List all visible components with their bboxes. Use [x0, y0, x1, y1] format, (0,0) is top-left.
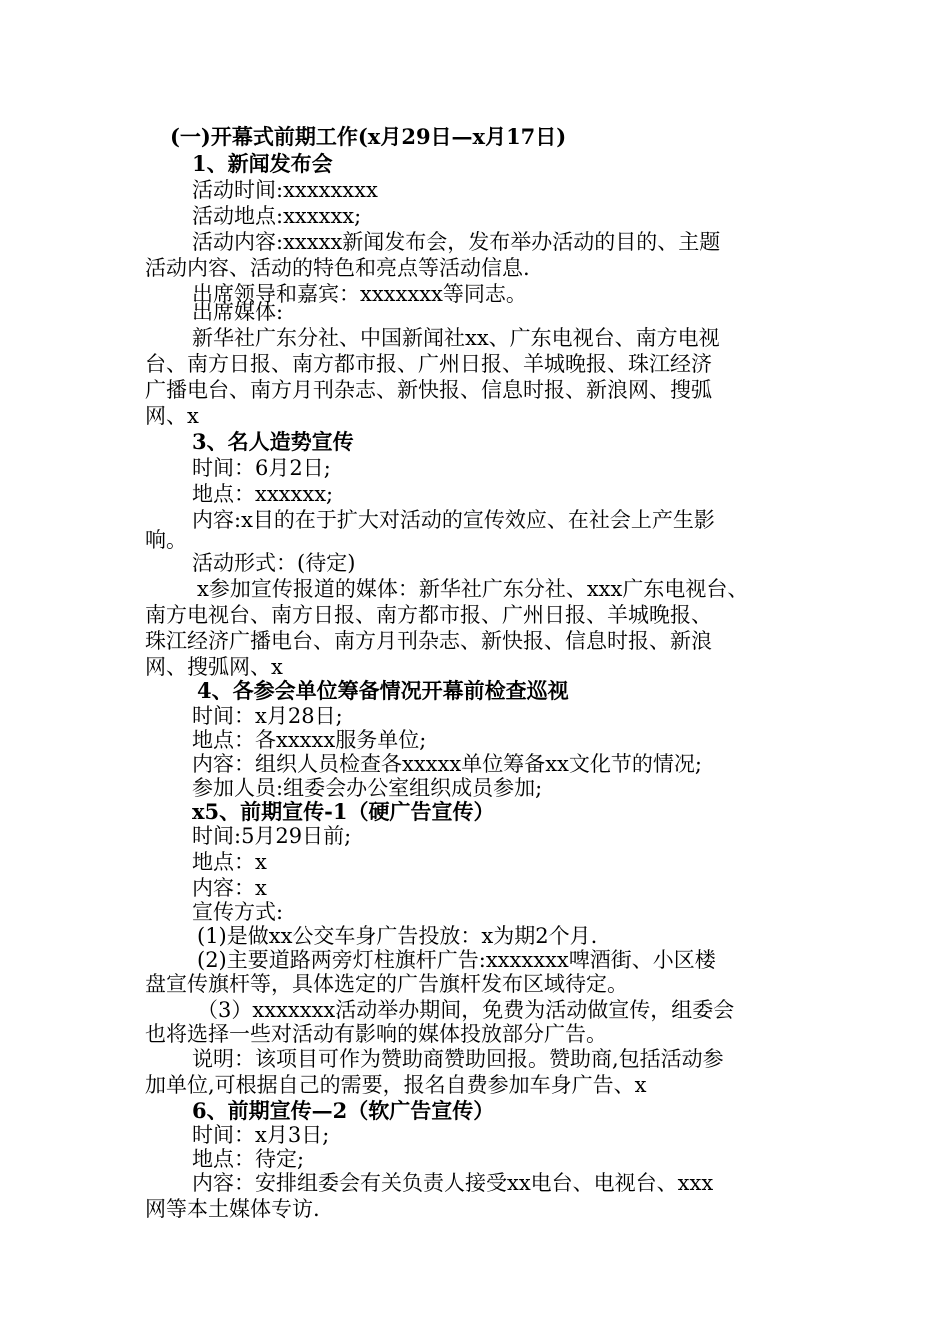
text-line: 时间：6月2日; — [192, 456, 331, 480]
subheading-press-conference: 1、新闻发布会 — [192, 151, 333, 176]
subheading-soft-ad: 6、前期宣传—2（软广告宣传） — [192, 1098, 495, 1123]
text-line: 响。 — [145, 528, 187, 552]
text-line: 宣传方式: — [192, 900, 284, 924]
text-line: 时间：x月28日; — [192, 704, 343, 728]
text-line: 广播电台、南方月刊杂志、新快报、信息时报、新浪网、搜弧 — [145, 378, 712, 402]
text-line: 内容：组织人员检查各xxxxx单位筹备xx文化节的情况; — [192, 752, 702, 776]
text-line: 内容：安排组委会有关负责人接受xx电台、电视台、xxx — [192, 1171, 714, 1195]
subheading-hard-ad: x5、前期宣传-1（硬广告宣传） — [192, 799, 495, 824]
text-line: 南方电视台、南方日报、南方都市报、广州日报、羊城晚报、 — [145, 603, 712, 627]
text-line: 网等本土媒体专访. — [145, 1197, 320, 1221]
text-line: 珠江经济广播电台、南方月刊杂志、新快报、信息时报、新浪 — [145, 629, 712, 653]
text-line: 也将选择一些对活动有影响的媒体投放部分广告。 — [145, 1022, 607, 1046]
text-line: 出席媒体: — [192, 300, 284, 324]
text-line: 内容:x目的在于扩大对活动的宣传效应、在社会上产生影 — [192, 508, 715, 532]
text-line: 加单位,可根据自己的需要，报名自费参加车身广告、x — [145, 1073, 647, 1097]
text-line: 内容：x — [192, 876, 267, 900]
text-line: 地点：各xxxxx服务单位; — [192, 728, 427, 752]
text-line: 时间：x月3日; — [192, 1123, 330, 1147]
text-line: 活动形式：(待定) — [192, 551, 356, 575]
text-line: 网、x — [145, 404, 199, 428]
text-line: 出席领导和嘉宾：xxxxxxx等同志。 — [192, 282, 527, 306]
text-line: 时间:5月29日前; — [192, 824, 352, 848]
text-line: 说明：该项目可作为赞助商赞助回报。赞助商,包括活动参 — [192, 1047, 724, 1071]
text-line: 参加人员:组委会办公室组织成员参加; — [192, 776, 543, 800]
subheading-inspection: 4、各参会单位筹备情况开幕前检查巡视 — [197, 678, 569, 703]
subheading-celebrity-promotion: 3、名人造势宣传 — [192, 429, 354, 454]
text-line: 地点：待定; — [192, 1147, 305, 1171]
text-line: 活动地点:xxxxxx; — [192, 204, 362, 228]
text-line: 地点：x — [192, 850, 267, 874]
text-line: 台、南方日报、南方都市报、广州日报、羊城晚报、珠江经济 — [145, 352, 712, 376]
text-line: 地点：xxxxxx; — [192, 482, 334, 506]
text-line: 活动内容:xxxxx新闻发布会，发布举办活动的目的、主题 — [192, 230, 721, 254]
text-line: 新华社广东分社、中国新闻社xx、广东电视台、南方电视 — [192, 326, 720, 350]
text-line: 盘宣传旗杆等，具体选定的广告旗杆发布区域待定。 — [145, 972, 628, 996]
text-line: x参加宣传报道的媒体：新华社广东分社、xxx广东电视台、 — [197, 577, 749, 601]
section-heading: (一)开幕式前期工作(x月29日—x月17日) — [170, 124, 567, 149]
text-line: 网、搜弧网、x — [145, 655, 283, 679]
text-line: 活动时间:xxxxxxxx — [192, 178, 378, 202]
text-line: (2)主要道路两旁灯柱旗杆广告:xxxxxxx啤酒街、小区楼 — [197, 948, 716, 972]
text-line: (1)是做xx公交车身广告投放：x为期2个月. — [197, 924, 598, 948]
text-line: 活动内容、活动的特色和亮点等活动信息. — [145, 256, 530, 280]
text-line: （3）xxxxxxx活动举办期间，免费为活动做宣传，组委会 — [197, 998, 735, 1022]
